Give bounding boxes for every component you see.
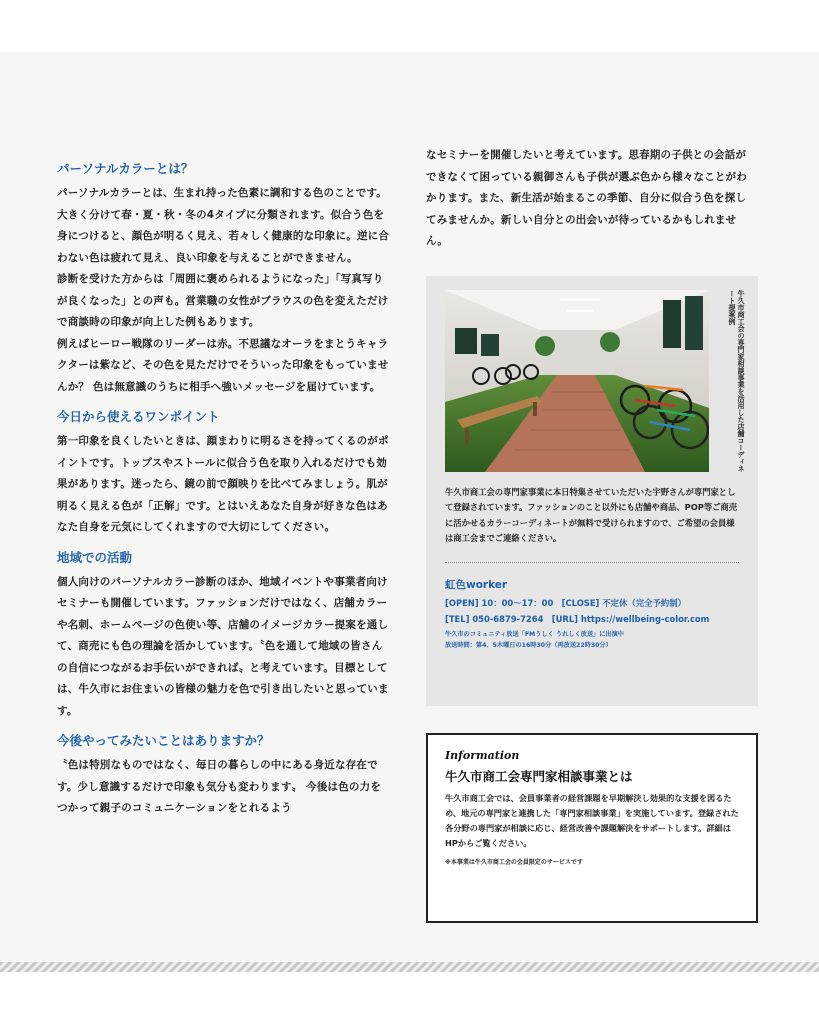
section-personal-color bbox=[57, 160, 391, 398]
section-heading: パーソナルカラーとは？ bbox=[57, 161, 194, 176]
section-heading: 今日から使えるワンポイント bbox=[57, 409, 220, 424]
business-hours: [OPEN] 10：00〜17：00 [CLOSE] 不定休（完全予約制） bbox=[445, 597, 687, 608]
right-column bbox=[426, 145, 756, 923]
left-column bbox=[57, 160, 391, 830]
information-label: Information bbox=[445, 748, 520, 762]
section-one-point bbox=[57, 408, 391, 539]
photo-card bbox=[426, 276, 758, 706]
section-body: パーソナルカラーとは、生まれ持った色素に調和する色のことです。大きく分けて春・夏・秋・冬の4タイプに分類されます。似合う色を身につけると、顔色が明るく見え、若々しく健康的な印象に。逆に合わない色は疲れて見え、良い印象を与えることができません。 診断を受けた方からは「周囲に褒められるようになった」「写真写りが良くなった」との声も。営業職の女性がブラウスの色を変えただけで商談時の印象が向上した例もあります。 例えばヒーロー戦隊のリーダーは赤。不思議なオーラをまとうキャラクターは紫など、その色を見ただけでそういった印象をもっていませんか？ 色は無意識のうちに相手へ強いメッセージを届けています。 bbox=[57, 187, 390, 393]
section-body: 第一印象を良くしたいときは、顔まわりに明るさを持ってくるのがポイントです。トップスやストールに似合う色を取り入れるだけでも効果があります。迷ったら、鏡の前で顔映りを比べてみましょう。肌が明るく見える色が「正解」です。とはいえあなた自身が好きな色はあなた自身を元気にしてくれますので大切にしてください。 bbox=[57, 435, 389, 533]
section-heading: 地域での活動 bbox=[57, 549, 133, 565]
section-local-activity bbox=[57, 549, 391, 723]
radio-info-1: 牛久市のコミュニティ放送「FMうしく うれしく放送」に出演中 bbox=[445, 630, 624, 638]
business-contact: [TEL] 050-6879-7264 [URL] https://wellbeing-color.com bbox=[445, 613, 710, 624]
bottom-stripe bbox=[0, 962, 819, 972]
information-note: ※本事業は牛久市商工会の会員限定のサービスです bbox=[445, 858, 583, 866]
dotted-divider bbox=[445, 562, 739, 563]
card-description: 牛久市商工会の専門家事業に本日特集させていただいた宇野さんが専門家として登録されています。ファッションのこと以外にも店舗や商品、POP等ご商売に活かせるカラーコーディネートが無料で受けられますので、ご希望の会員様は商工会までご連絡ください。 bbox=[445, 486, 738, 543]
store-photo bbox=[445, 290, 709, 472]
photo-row bbox=[445, 289, 745, 474]
photo-caption: 牛久市商工会の専門家相談事業を活用した店舗コーディネート提案例 bbox=[728, 289, 745, 472]
bike-shop-illustration bbox=[445, 290, 709, 472]
section-body: 〝色は特別なものではなく、毎日の暮らしの中にある身近な存在です。少し意識するだけで印象も気分も変わります〟 今後は色の力をつかって親子のコミュニケーションをとれるよう bbox=[57, 759, 382, 814]
information-body: 牛久市商工会では、会員事業者の経営課題を早期解決し効果的な支援を図るため、地元の専門家と連携した「専門家相談事業」を実施しています。登録された各分野の専門家が相談に応じ、経営改善や課題解決をサポートします。詳細はHPからご覧ください。 bbox=[445, 792, 739, 848]
continued-body: なセミナーを開催したいと考えています。思春期の子供との会話ができなくて困っている親御さんも子供が選ぶ色から様々なことがわかります。また、新生活が始まるこの季節、自分に似合う色を探してみませんか。新しい自分との出会いが待っているかもしれません。 bbox=[426, 149, 747, 247]
information-heading: 牛久市商工会専門家相談事業とは bbox=[445, 768, 633, 784]
section-body: 個人向けのパーソナルカラー診断のほか、地域イベントや事業者向けセミナーも開催しています。ファッションだけではなく、店舗カラーや名刺、ホームページの色使い等、店舗のイメージカラー提案を通して、商売にも色の理論を活かしています。〝色を通して地域の皆さんの自信につながるお手伝いができれば〟と考えています。目標としては、牛久市にお住まいの皆様の魅力を色で引き出したいと思っています。 bbox=[57, 575, 389, 717]
section-heading: 今後やってみたいことはありますか？ bbox=[57, 733, 270, 748]
radio-info-2: 放送時間：第4、5木曜日の16時30分（再放送22時30分） bbox=[445, 641, 612, 649]
information-box bbox=[426, 733, 758, 923]
section-future bbox=[57, 732, 391, 820]
business-name: 虹色worker bbox=[445, 578, 508, 591]
